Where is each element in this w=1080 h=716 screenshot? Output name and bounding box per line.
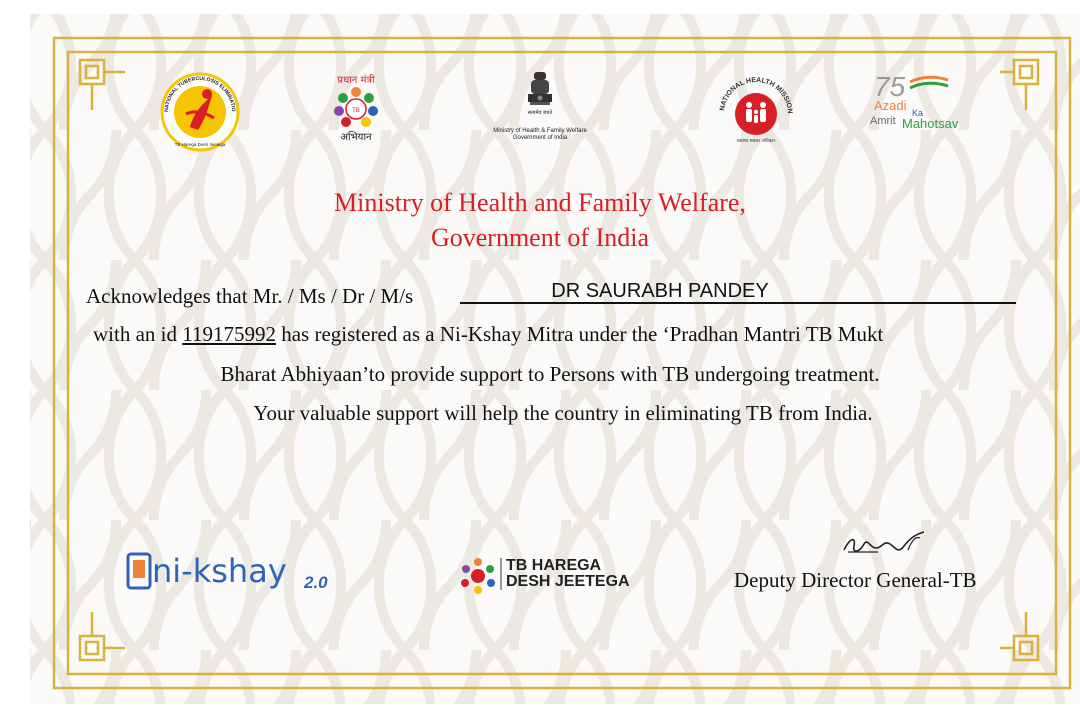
pmtbmba-logo <box>322 72 390 144</box>
ntep-emblem-icon <box>160 72 240 152</box>
ministry-heading-line2: Government of India <box>430 223 650 252</box>
nhm-family-icon <box>716 72 796 146</box>
svg-text:प्रधान मंत्री: प्रधान मंत्री <box>337 75 375 86</box>
svg-text:सत्यमेव जयते: सत्यमेव जयते <box>527 110 553 116</box>
people-circle-icon <box>322 72 390 144</box>
nikshay-phone-icon <box>124 548 344 598</box>
svg-text:स्वास्थ्य सबका अधिकार: स्वास्थ्य सबका अधिकार <box>736 139 776 144</box>
azadi-ka-amrit-mahotsav-logo <box>866 70 976 132</box>
corner-ornament-tl <box>54 38 125 110</box>
svg-text:NATIONAL HEALTH MISSION: NATIONAL HEALTH MISSION <box>719 76 794 114</box>
signature <box>838 528 928 560</box>
svg-text:NATIONAL TUBERCULOSIS ELIMINAT: NATIONAL TUBERCULOSIS ELIMINATIO <box>163 75 237 113</box>
tb-harega-logo <box>458 556 648 596</box>
id-line <box>93 321 883 347</box>
id-prefix: with an id <box>93 322 177 346</box>
id-suffix: has registered as a Ni-Kshay Mitra under the ‘Pradhan Mantri TB Mukt <box>281 322 884 346</box>
amrit-mahotsav-icon <box>866 70 976 132</box>
signatory-title: Deputy Director General-TB <box>734 568 977 592</box>
recipient-name: DR SAURABH PANDEY <box>551 280 769 302</box>
svg-text:Amrit: Amrit <box>870 115 896 127</box>
svg-text:Mahotsav: Mahotsav <box>902 116 959 131</box>
tb-harega-line2: DESH JEETEGA <box>506 573 630 590</box>
svg-text:2.0: 2.0 <box>304 573 328 592</box>
emblem-caption-ministry: Ministry of Health & Family Welfare <box>493 128 587 134</box>
svg-text:अभियान: अभियान <box>340 132 372 143</box>
ntep-logo <box>160 72 240 152</box>
svg-text:75: 75 <box>874 71 906 102</box>
emblem-caption-govt: Government of India <box>512 135 568 141</box>
mitra-id: 119175992 <box>182 322 276 346</box>
tb-harega-line1: TB HAREGA <box>506 557 602 574</box>
svg-text:TB: TB <box>352 107 360 114</box>
national-emblem-logo <box>490 68 590 148</box>
tb-harega-people-icon <box>458 556 498 596</box>
svg-text:TB Harega Desh Jeetega: TB Harega Desh Jeetega <box>174 142 226 147</box>
ministry-heading-line1: Ministry of Health and Family Welfare, <box>334 188 746 217</box>
acknowledgement-prefix: Acknowledges that Mr. / Ms / Dr / M/s <box>86 284 414 308</box>
body-line-4: Your valuable support will help the country in eliminating TB from India. <box>253 401 873 425</box>
svg-text:Azadi: Azadi <box>874 98 907 113</box>
svg-text:ni-kshay: ni-kshay <box>152 552 287 590</box>
svg-text:Ka: Ka <box>912 108 924 118</box>
nikshay-logo <box>124 548 344 598</box>
ashoka-emblem-icon <box>490 68 590 126</box>
nhm-logo <box>716 72 796 146</box>
body-line-3: Bharat Abhiyaan’to provide support to Persons with TB undergoing treatment. <box>220 362 880 386</box>
